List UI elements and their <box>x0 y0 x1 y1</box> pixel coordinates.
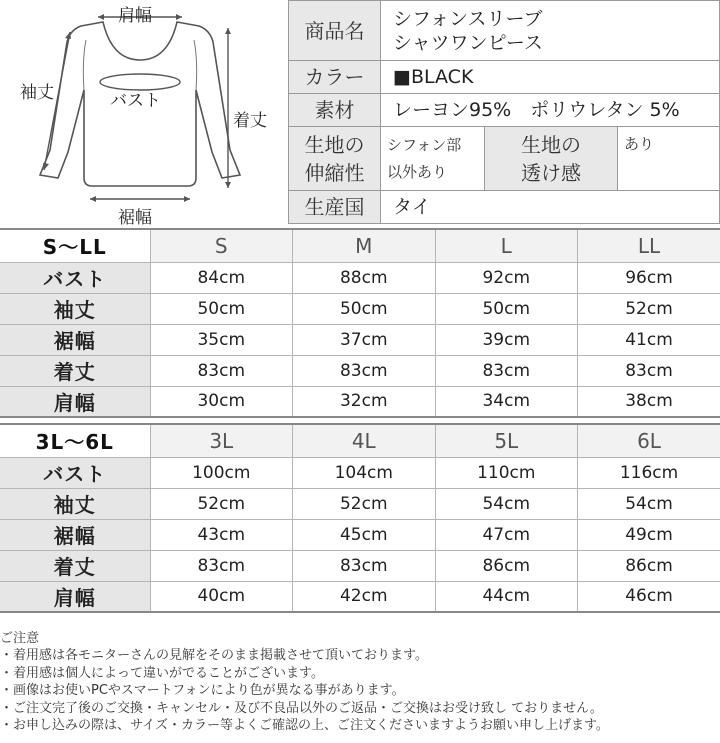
table-cell: 86cm <box>435 550 578 581</box>
table-cell: 116cm <box>578 457 720 488</box>
table-cell: 100cm <box>150 457 293 488</box>
sheer-value: あり <box>618 127 720 191</box>
table-cell: 35cm <box>150 324 293 355</box>
table-cell: 30cm <box>150 386 293 417</box>
sheer-label <box>485 127 618 191</box>
row-label-length: 着丈 <box>0 355 150 386</box>
size-col-header: 4L <box>293 424 436 457</box>
table-cell: 42cm <box>293 581 436 612</box>
table-cell: 84cm <box>150 262 293 293</box>
table-cell: 45cm <box>293 519 436 550</box>
table-cell: 83cm <box>150 355 293 386</box>
table-cell: 37cm <box>293 324 436 355</box>
table-cell: 46cm <box>578 581 720 612</box>
size-col-header: LL <box>578 229 720 262</box>
row-label-shoulder: 肩幅 <box>0 386 150 417</box>
material-value: レーヨン95% ポリウレタン 5% <box>381 94 720 127</box>
size-table-3l-6l <box>0 423 720 613</box>
table-cell: 110cm <box>435 457 578 488</box>
product-name-line2: シャツワンピース <box>393 31 543 54</box>
product-name-label: 商品名 <box>289 1 381 61</box>
size-header-row <box>0 229 720 262</box>
stretch-label <box>289 127 381 191</box>
table-cell: 44cm <box>435 581 578 612</box>
table-row <box>0 550 720 581</box>
table-cell: 83cm <box>150 550 293 581</box>
material-label: 素材 <box>289 94 381 127</box>
table-cell: 50cm <box>435 293 578 324</box>
table-cell: 50cm <box>293 293 436 324</box>
table-cell: 34cm <box>435 386 578 417</box>
stretch-value-line1: シフォン部 <box>387 135 462 154</box>
table-row <box>0 386 720 417</box>
table-cell: 39cm <box>435 324 578 355</box>
row-label-shoulder: 肩幅 <box>0 581 150 612</box>
note-item: ・着用感は各モニターさんの見解をそのまま掲載させて頂いております。 <box>0 648 428 664</box>
table-row <box>0 457 720 488</box>
note-item: ・画像はお使いPCやスマートフォンにより色が異なる事があります。 <box>0 683 405 699</box>
stretch-label-line1: 生地の <box>304 132 365 157</box>
sleeve-label: 袖丈 <box>20 83 54 103</box>
color-label: カラー <box>289 61 381 94</box>
size-col-header: M <box>293 229 436 262</box>
size-table-s-ll <box>0 228 720 418</box>
table-row <box>0 355 720 386</box>
size-header-row <box>0 424 720 457</box>
shoulder-label: 肩幅 <box>118 6 152 26</box>
table-cell: 52cm <box>578 293 720 324</box>
color-value: ■BLACK <box>381 61 720 94</box>
note-item: ・お申し込みの際は、サイズ・カラー等よくご確認の上、ご注文くださいますようお願い申し上げます。 <box>0 718 609 734</box>
table-cell: 92cm <box>435 262 578 293</box>
table-cell: 86cm <box>578 550 720 581</box>
table-cell: 83cm <box>435 355 578 386</box>
table-cell: 41cm <box>578 324 720 355</box>
length-label: 着丈 <box>233 111 267 131</box>
table-row <box>0 262 720 293</box>
table-cell: 43cm <box>150 519 293 550</box>
table-row <box>0 324 720 355</box>
bust-label: バスト <box>110 91 161 111</box>
size-range-title: 3L～6L <box>0 424 150 457</box>
size-col-header: 5L <box>435 424 578 457</box>
stretch-value-line2: 以外あり <box>387 162 448 181</box>
row-label-hem: 裾幅 <box>0 519 150 550</box>
table-cell: 40cm <box>150 581 293 612</box>
size-col-header: S <box>150 229 293 262</box>
garment-diagram <box>0 0 288 226</box>
table-cell: 52cm <box>293 488 436 519</box>
table-cell: 83cm <box>293 550 436 581</box>
size-col-header: 3L <box>150 424 293 457</box>
row-label-bust: バスト <box>0 457 150 488</box>
stretch-value <box>381 127 485 191</box>
note-item: ・着用感は個人によって違いがでることがございます。 <box>0 665 324 681</box>
product-info-table <box>288 0 720 224</box>
table-cell: 49cm <box>578 519 720 550</box>
sheer-label-line2: 透け感 <box>521 160 581 185</box>
notes-heading: ご注意 <box>0 631 40 646</box>
table-row <box>0 581 720 612</box>
table-row <box>0 488 720 519</box>
table-cell: 83cm <box>578 355 720 386</box>
product-name-value <box>381 1 720 61</box>
table-cell: 47cm <box>435 519 578 550</box>
table-row <box>0 519 720 550</box>
table-cell: 88cm <box>293 262 436 293</box>
hem-label: 裾幅 <box>118 208 152 228</box>
table-cell: 54cm <box>578 488 720 519</box>
row-label-hem: 裾幅 <box>0 324 150 355</box>
origin-label: 生産国 <box>289 191 381 224</box>
row-label-length: 着丈 <box>0 550 150 581</box>
row-label-bust: バスト <box>0 262 150 293</box>
table-cell: 52cm <box>150 488 293 519</box>
origin-value: タイ <box>381 191 720 224</box>
note-item: ・ご注文完了後のご交換・キャンセル・及び不良品以外のご返品・ご交換はお受け致し ておりません。 <box>0 700 603 716</box>
table-cell: 50cm <box>150 293 293 324</box>
stretch-label-line2: 伸縮性 <box>304 160 365 185</box>
size-col-header: L <box>435 229 578 262</box>
table-row <box>0 293 720 324</box>
table-cell: 104cm <box>293 457 436 488</box>
row-label-sleeve: 袖丈 <box>0 293 150 324</box>
table-cell: 38cm <box>578 386 720 417</box>
product-name-line1: シフォンスリーブ <box>393 7 543 30</box>
table-cell: 54cm <box>435 488 578 519</box>
size-col-header: 6L <box>578 424 720 457</box>
table-cell: 83cm <box>293 355 436 386</box>
sheer-label-line1: 生地の <box>521 132 581 157</box>
size-range-title: S～LL <box>0 229 150 262</box>
row-label-sleeve: 袖丈 <box>0 488 150 519</box>
table-cell: 32cm <box>293 386 436 417</box>
table-cell: 96cm <box>578 262 720 293</box>
notes-section <box>0 630 720 734</box>
